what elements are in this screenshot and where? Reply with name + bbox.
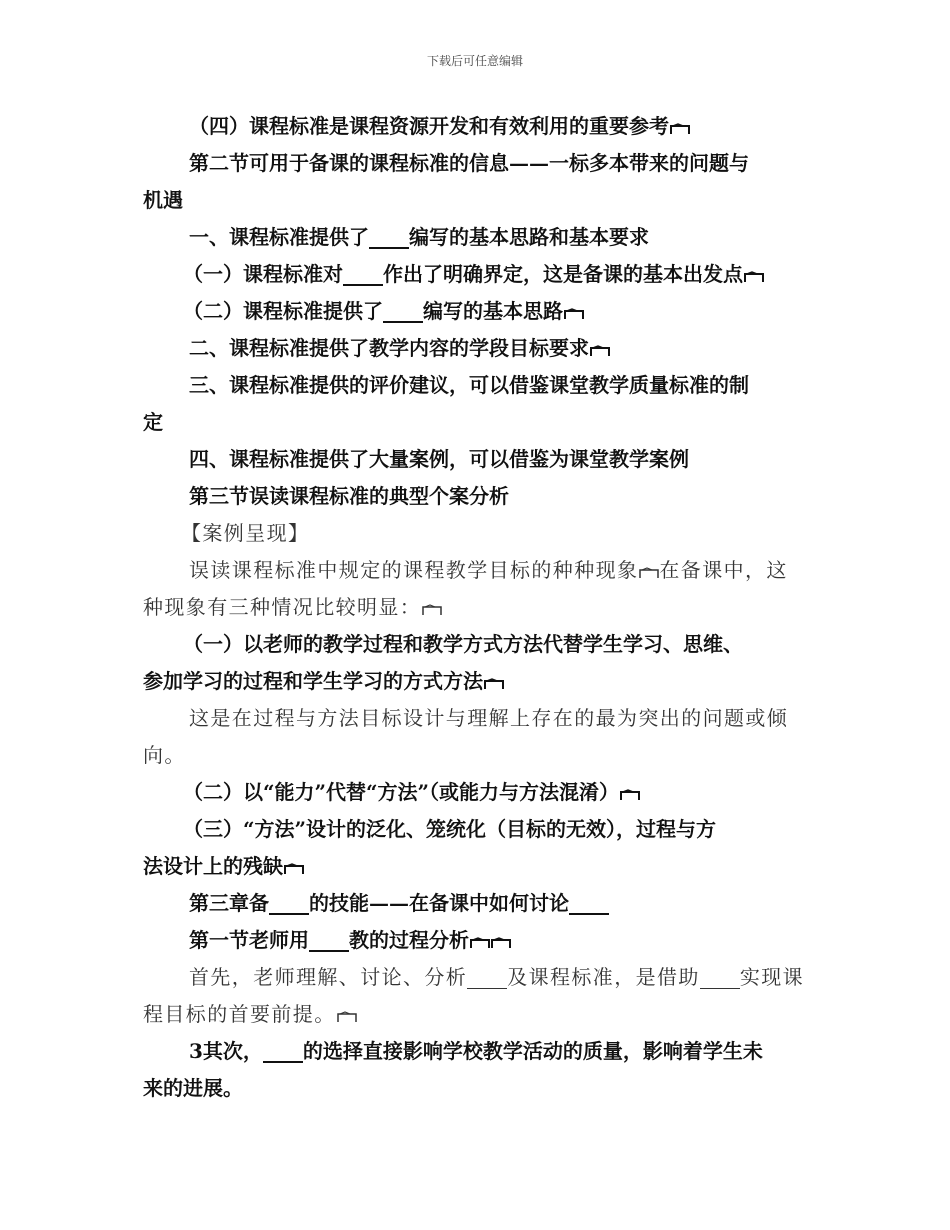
text-span: 的技能——在备课中如何讨论 [309, 891, 569, 915]
fill-blank [569, 893, 609, 915]
return-mark-icon [337, 1011, 357, 1023]
fill-blank [383, 301, 423, 323]
paragraph [143, 219, 813, 256]
return-mark-icon [564, 308, 584, 320]
paragraph: 来的进展。 [143, 1076, 243, 1100]
paragraph: 这是在过程与方法目标设计与理解上存在的最为突出的问题或倾 [189, 706, 789, 730]
chapter-heading [143, 885, 813, 922]
document-body [143, 108, 813, 1107]
fill-blank [269, 893, 309, 915]
paragraph [143, 959, 813, 996]
paragraph: 机遇 [143, 188, 183, 212]
text-span: 首先，老师理解、讨论、分析 [189, 965, 468, 989]
paragraph: 四、课程标准提供了大量案例，可以借鉴为课堂教学案例 [189, 447, 689, 471]
text-span: （二）以“能力”代替“方法”（或能力与方法混淆） [183, 780, 620, 804]
text-span: 及课程标准，是借助 [507, 965, 700, 989]
text-span: 实现课 [739, 965, 805, 989]
return-mark-icon [590, 345, 610, 357]
fill-blank [343, 264, 383, 286]
text-span: 第三章备 [189, 891, 269, 915]
fill-blank [309, 930, 349, 952]
paragraph [143, 996, 813, 1033]
return-mark-icon [670, 123, 690, 135]
text-span: 参加学习的过程和学生学习的方式方法 [143, 669, 483, 693]
paragraph: 向。 [143, 743, 186, 767]
paragraph [143, 108, 813, 145]
paragraph [143, 330, 813, 367]
paragraph: （三）“方法”设计的泛化、笼统化（目标的无效），过程与方 [183, 817, 717, 841]
return-mark-icon [639, 567, 659, 579]
fill-blank [369, 227, 409, 249]
section-heading: 第三节误读课程标准的典型个案分析 [189, 484, 509, 508]
text-span: 作出了明确界定，这是备课的基本出发点 [383, 262, 743, 286]
fill-blank [467, 968, 507, 989]
return-mark-icon [620, 789, 640, 801]
text-span: 一、课程标准提供了 [189, 225, 369, 249]
paragraph: 三、课程标准提供的评价建议，可以借鉴课堂教学质量标准的制 [189, 373, 749, 397]
text-span: 的选择直接影响学校教学活动的质量，影响着学生未 [302, 1039, 763, 1063]
text-span: （四）课程标准是课程资源开发和有效利用的重要参考 [189, 114, 669, 138]
text-span: （一）课程标准对 [183, 262, 343, 286]
return-mark-icon [284, 863, 304, 875]
paragraph [143, 774, 813, 811]
section-heading [143, 922, 813, 959]
paragraph [143, 663, 813, 700]
text-span: 编写的基本思路 [423, 299, 563, 323]
text-span: 误读课程标准中规定的课程教学目标的种种现象 [189, 558, 639, 582]
paragraph [143, 552, 813, 589]
paragraph [143, 1033, 813, 1070]
return-mark-icon [491, 937, 511, 949]
return-mark-icon [470, 937, 490, 949]
paragraph [143, 848, 813, 885]
text-span: 种现象有三种情况比较明显： [143, 595, 422, 619]
fill-blank [700, 968, 740, 989]
fill-blank [263, 1041, 303, 1063]
paragraph: （一）以老师的教学过程和教学方式方法代替学生学习、思维、 [183, 632, 743, 656]
text-span: 程目标的首要前提。 [143, 1002, 336, 1026]
text-span: 法设计上的残缺 [143, 854, 283, 878]
paragraph: 【案例呈现】 [181, 521, 310, 545]
return-mark-icon [484, 678, 504, 690]
text-span: 编写的基本思路和基本要求 [409, 225, 649, 249]
text-span: 3其次， [189, 1039, 263, 1063]
text-span: 第一节老师用 [189, 928, 309, 952]
text-span: 教的过程分析 [349, 928, 469, 952]
text-span: 二、课程标准提供了教学内容的学段目标要求 [189, 336, 589, 360]
text-span: 在备课中，这 [659, 558, 788, 582]
paragraph [143, 256, 813, 293]
paragraph: 第二节可用于备课的课程标准的信息——一标多本带来的问题与 [189, 151, 749, 175]
return-mark-icon [422, 604, 442, 616]
page-header: 下载后可任意编辑 [426, 54, 523, 68]
return-mark-icon [744, 271, 764, 283]
text-span: （二）课程标准提供了 [183, 299, 383, 323]
paragraph [143, 293, 813, 330]
paragraph: 定 [143, 410, 163, 434]
paragraph [143, 589, 813, 626]
